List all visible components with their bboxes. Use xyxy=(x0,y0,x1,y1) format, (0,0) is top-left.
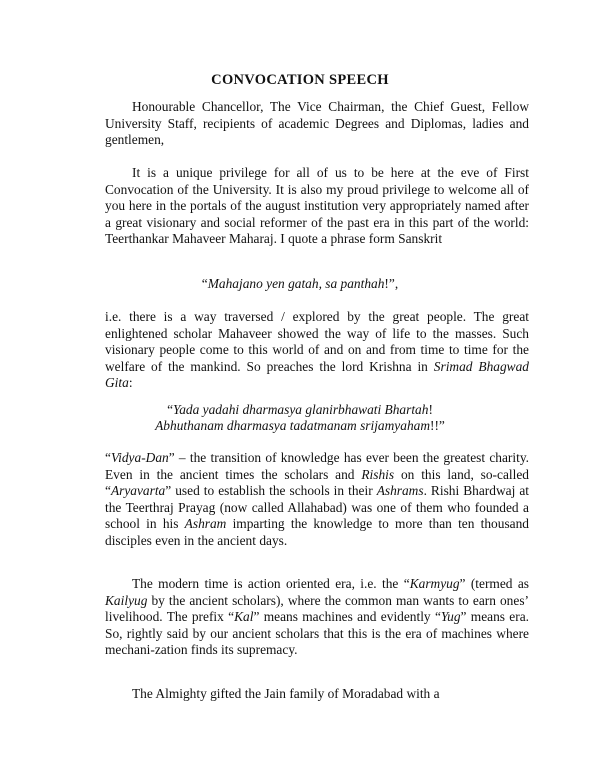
gita-quote-line-2: Abhuthanam dharmasya tadatmanam srijamyaham!!” xyxy=(155,418,445,433)
gita-quote-line-1: “Yada yadahi dharmasya glanirbhawati Bhartah! xyxy=(167,402,433,417)
paragraph-great-people: i.e. there is a way traversed / explored by the great people. The great enlightened scholar Mahaveer showed the way of life to the masses. Such visionary people come to this world of and on and from time to time for the welfare of the mankind. So preaches the lord Krishna in Srimad Bhagwad Gita: xyxy=(105,309,529,391)
paragraph-modern-time: The modern time is action oriented era, i.e. the “Karmyug” (termed as Kailyug by the ancient scholars), where the common man wants to earn ones’ livelihood. The prefix “Kal” means machines and evidently “Yug” means era. So, rightly said by our ancient scholars that this is the era of machines where mechani-zation finds its supremacy. xyxy=(105,576,530,658)
page-title: CONVOCATION SPEECH xyxy=(211,72,389,88)
paragraph-privilege: It is a unique privilege for all of us to be here at the eve of First Convocation of the University. It is also my proud privilege to welcome all of you here in the portals of the august institution very appropriately named after a great visionary and social reformer of the past era in this part of the world: Teerthankar Mahaveer Maharaj. I quote a phrase form Sanskrit xyxy=(105,165,529,247)
sanskrit-quote-1: “Mahajano yen gatah, sa panthah!”, xyxy=(201,276,399,291)
paragraph-greeting: Honourable Chancellor, The Vice Chairman, the Chief Guest, Fellow University Staff, recipients of academic Degrees and Diplomas, ladies and gentlemen, xyxy=(105,99,529,148)
paragraph-almighty: The Almighty gifted the Jain family of Moradabad with a xyxy=(132,686,440,701)
paragraph-vidya-dan: “Vidya-Dan” – the transition of knowledge has ever been the greatest charity. Even in the ancient times the scholars and Rishis on this land, so-called “Aryavarta” used to establish the schools in their Ashrams. Rishi Bhardwaj at the Teerthraj Prayag (now called Allahabad) was one of them who founded a school in his Ashram imparting the knowledge to more than ten thousand disciples even in the ancient days. xyxy=(105,450,529,548)
